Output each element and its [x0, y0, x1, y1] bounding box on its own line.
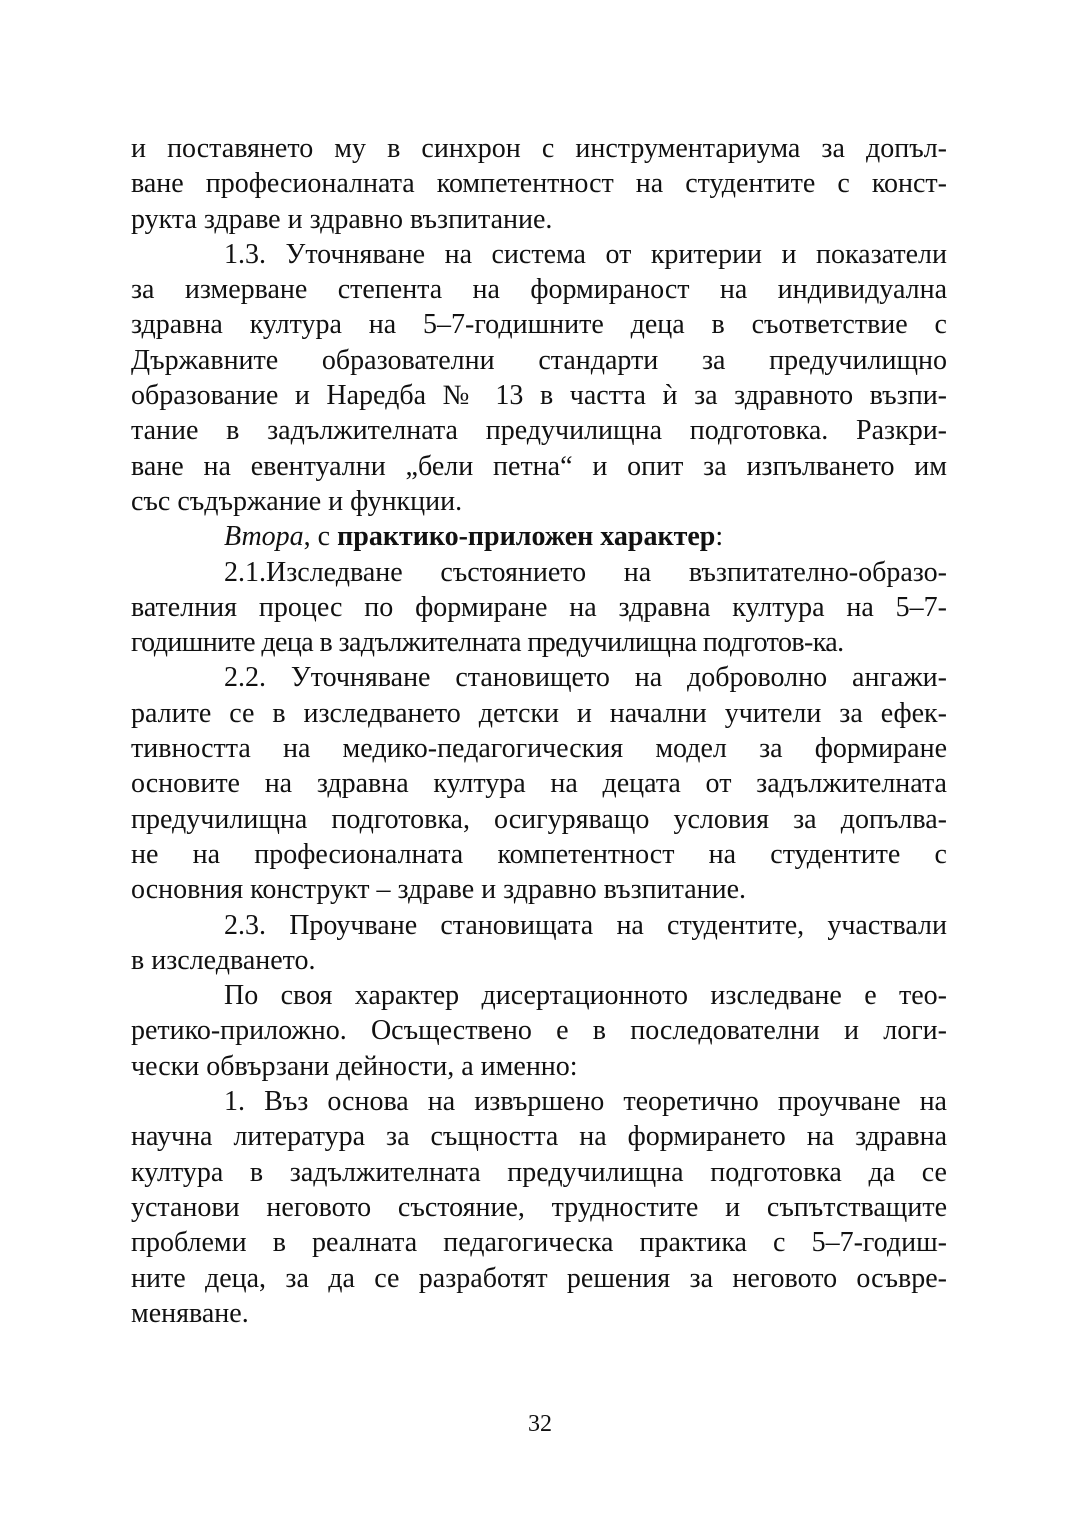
text-line: образование и Наредба № 13 в частта ѝ за здравното възпи- [131, 380, 947, 412]
text-line: ните деца, за да се разработят решения за неговото осъвре- [131, 1262, 947, 1294]
text-line: тивността на медико-педагогическия модел за формиране [131, 733, 947, 765]
text-line: ване на евентуални „бели петна“ и опит за изпълването им [131, 450, 947, 482]
text-line: По своя характер дисертационното изследване е тео- [224, 980, 947, 1012]
text-line: вателния процес по формиране на здравна култура на 5–7- [131, 591, 947, 623]
connector-text: , с [303, 521, 338, 553]
italic-lead: Втора [224, 521, 304, 553]
text-line: годишните деца в задължителната предучилищна подготов-ка. [131, 627, 844, 659]
text-line: 2.3. Проучване становищата на студентите, участвали [224, 909, 947, 941]
page-body [131, 131, 947, 1331]
text-line: за измерване степента на формираност на индивидуална [131, 274, 947, 306]
text-line: и поставянето му в синхрон с инструментариума за допъл- [131, 133, 947, 164]
colon-text: : [715, 521, 724, 553]
page-number: 32 [528, 1411, 552, 1437]
text-line: ретико-приложно. Осъществено е в последователни и логи- [131, 1015, 947, 1047]
text-line: основите на здравна култура на децата от задължителната [131, 768, 947, 800]
text-line: 1. Въз основа на извършено теоретично проучване на [224, 1086, 947, 1118]
text-line: меняване. [131, 1297, 249, 1329]
text-line: установи неговото състояние, трудностите и съпътстващите [131, 1191, 947, 1223]
text-line: рукта здраве и здравно възпитание. [131, 203, 553, 235]
text-line: Държавните образователни стандарти за предучилищно [131, 344, 947, 376]
text-line: предучилищна подготовка, осигуряващо условия за допълва- [131, 803, 947, 835]
text-line: научна литература за същността на формирането на здравна [131, 1121, 947, 1153]
bold-heading: практико-приложен характер [337, 521, 716, 553]
text-line: проблеми в реалната педагогическа практика с 5–7-годиш- [131, 1227, 947, 1259]
text-line: 1.3. Уточняване на система от критерии и показатели [224, 238, 947, 270]
text-line: не на професионалната компетентност на студентите с [131, 838, 947, 870]
text-line: основния конструкт – здраве и здравно възпитание. [131, 874, 747, 906]
text-line: 2.1.Изследване състоянието на възпитателно-образо- [224, 556, 947, 588]
section-heading-line [131, 519, 947, 554]
text-line: здравна култура на 5–7-годишните деца в съответствие с [131, 309, 947, 341]
text-line: култура в задължителната предучилищна подготовка да се [131, 1156, 947, 1188]
text-line: в изследването. [131, 944, 316, 976]
text-line: чески обвързани дейности, а именно: [131, 1050, 578, 1082]
text-line: със съдържание и функции. [131, 485, 463, 517]
text-line: тание в задължителната предучилищна подготовка. Разкри- [131, 415, 947, 447]
text-line: ралите се в изследването детски и начални учители за ефек- [131, 697, 947, 729]
text-line: ване професионалната компетентност на студентите с конст- [131, 168, 947, 200]
text-line: 2.2. Уточняване становището на доброволно ангажи- [224, 662, 947, 694]
